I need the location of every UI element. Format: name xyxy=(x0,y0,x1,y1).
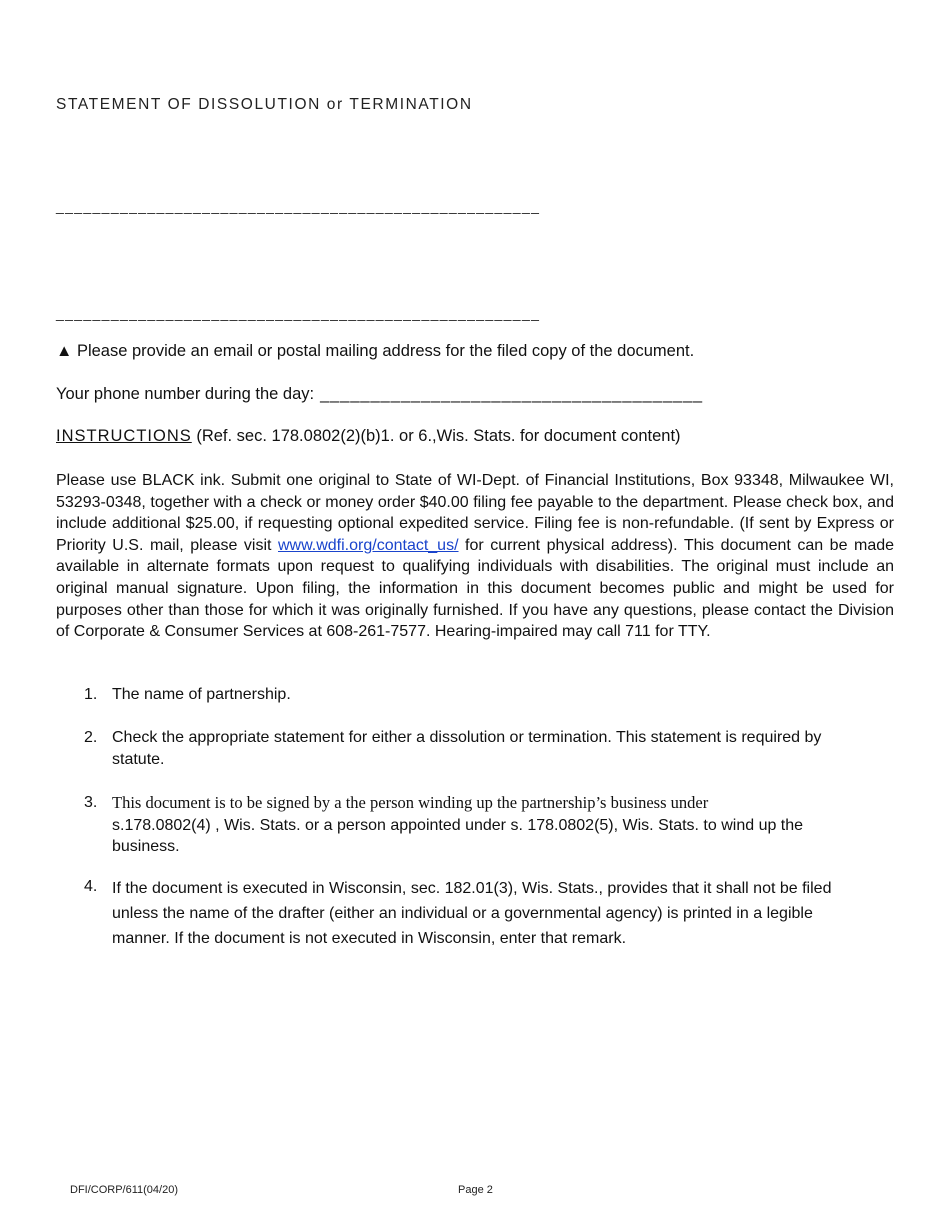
list-item xyxy=(84,684,874,706)
blank-line-1: _____________________________________________________ xyxy=(56,198,541,214)
instructions-heading: INSTRUCTIONS xyxy=(56,427,192,445)
list-item-text xyxy=(112,792,874,858)
list-item-text: Check the appropriate statement for either a dissolution or termination. This statement is required by statute. xyxy=(112,729,822,768)
blank-line-2: _____________________________________________________ xyxy=(56,305,541,321)
page-number: Page 2 xyxy=(458,1184,493,1196)
list-item-number: 4. xyxy=(84,878,98,895)
contact-link[interactable]: www.wdfi.org/contact_us/ xyxy=(278,536,459,554)
list-item-text-serif: This document is to be signed by a the person winding up the partnership’s business under xyxy=(112,793,709,812)
phone-fill-line: ______________________________________ xyxy=(320,385,704,403)
form-id: DFI/CORP/611(04/20) xyxy=(70,1184,179,1196)
list-item-number: 2. xyxy=(84,729,98,746)
list-item xyxy=(84,727,874,770)
instructions-text-part-2: for current physical address). This document can be made available in alternate formats upon request to qualifying individuals with disabilities. The original must include an original manual signature. Upon filing, the information in this document becomes public and might be used for purposes other than those for which it was originally furnished. If you have any questions, please contact the Division of Corporate & Consumer Services at 608-261-7577. Hearing-impaired may call 711 for TTY. xyxy=(56,536,895,641)
instructions-reference: (Ref. sec. 178.0802(2)(b)1. or 6.,Wis. Stats. for document content) xyxy=(196,427,681,445)
instructions-heading-line xyxy=(56,427,681,446)
list-item xyxy=(84,792,874,858)
list-item xyxy=(84,876,874,951)
list-item-number: 3. xyxy=(84,794,98,811)
page-title: STATEMENT OF DISSOLUTION or TERMINATION xyxy=(56,96,473,113)
mail-note-text: Please provide an email or postal mailing address for the filed copy of the document. xyxy=(76,342,695,360)
list-item-number: 1. xyxy=(84,686,98,703)
list-item-text: The name of partnership. xyxy=(112,686,291,703)
phone-line xyxy=(56,385,703,404)
phone-label: Your phone number during the day: xyxy=(56,385,315,403)
list-item-text-rest: s.178.0802(4) , Wis. Stats. or a person appointed under s. 178.0802(5), Wis. Stats. to wind up the business. xyxy=(112,816,804,855)
mail-note xyxy=(56,342,694,361)
list-item-text: If the document is executed in Wisconsin, sec. 182.01(3), Wis. Stats., provides that it shall not be filed unless the name of the drafter (either an individual or a governmental agency) is printed in a legible manner. If the document is not executed in Wisconsin, enter that remark. xyxy=(112,880,832,947)
up-triangle-icon: ▲ xyxy=(56,342,73,360)
instructions-text-part-1: Please use BLACK ink. Submit one original to State of WI-Dept. of Financial Institutions, Box 93348, Milwaukee WI, 53293-0348, together with a check or money order $40.00 filing fee payable to the department. Please check box, and include additional $25.00, if requesting optional expedited service. Filing fee is non-refundable. (If sent by Express or Priority U.S. mail, please visit xyxy=(56,472,894,554)
instructions-paragraph xyxy=(56,470,894,643)
